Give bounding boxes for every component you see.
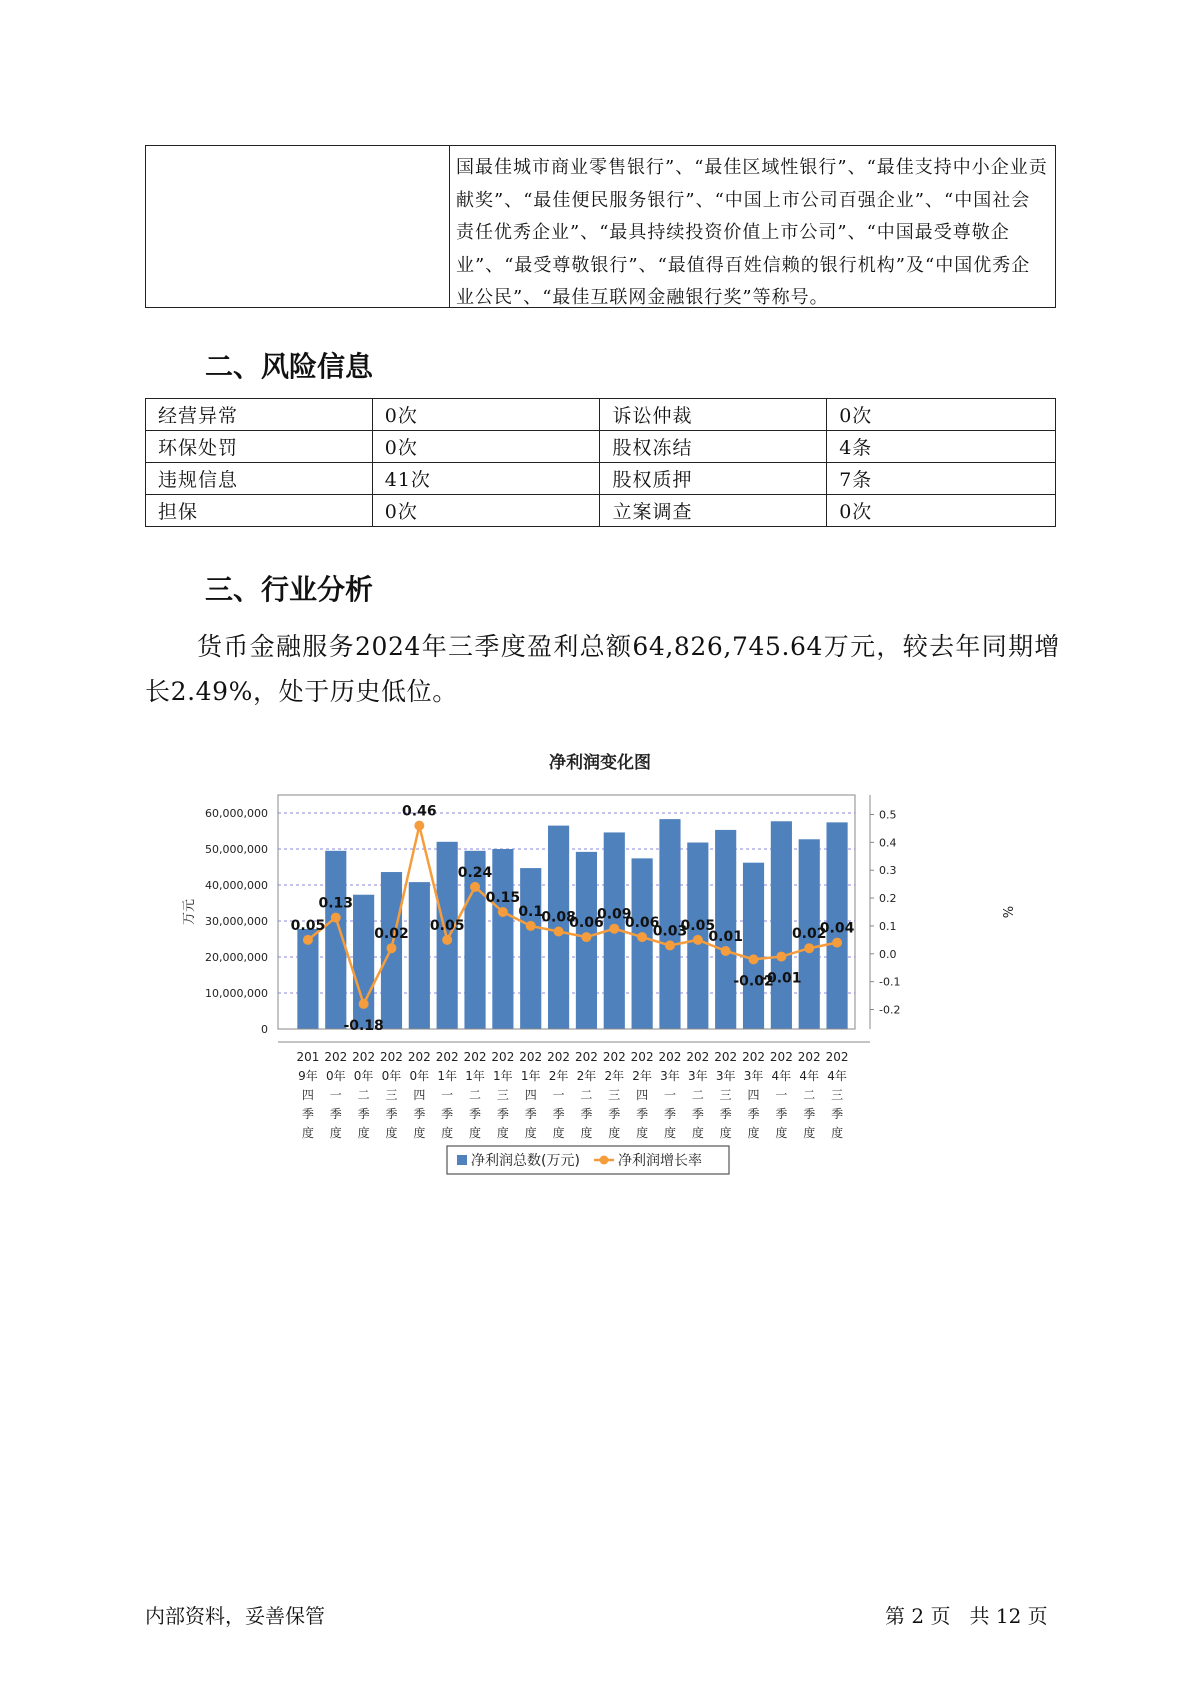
data-label: 0.03 (652, 923, 688, 940)
risk-label: 立案调查 (600, 495, 827, 527)
data-label: 0.04 (819, 920, 855, 937)
y-tick-label: 40,000,000 (205, 879, 268, 892)
x-tick-label: 202 3年二季度 (686, 1050, 710, 1140)
growth-rate-point (609, 924, 619, 934)
legend-swatch-point (600, 1156, 609, 1165)
x-tick-label: 202 0年四季度 (407, 1050, 431, 1140)
growth-rate-point (832, 938, 842, 948)
y-axis-label: 万元 (182, 898, 197, 926)
legend-label-line: 净利润增长率 (618, 1153, 702, 1169)
x-tick-label: 202 0年二季度 (352, 1050, 376, 1140)
data-label: 0.05 (429, 917, 465, 934)
table-row (146, 463, 1056, 495)
growth-rate-point (581, 932, 591, 942)
x-tick-label: 202 3年三季度 (714, 1050, 738, 1140)
y2-tick-label: -0.1 (879, 975, 901, 989)
y2-tick-label: 0.3 (879, 864, 897, 878)
growth-rate-point (749, 954, 759, 964)
y-tick-label: 0 (261, 1023, 268, 1036)
growth-rate-point (359, 999, 369, 1009)
chart-title: 净利润变化图 (549, 753, 651, 773)
bar (743, 863, 764, 1029)
footer-confidential-note: 内部资料，妥善保管 (145, 1604, 325, 1628)
growth-rate-point (442, 935, 452, 945)
y-tick-label: 20,000,000 (205, 951, 268, 964)
risk-value: 41次 (372, 463, 600, 495)
data-label: 0.13 (318, 895, 354, 912)
growth-rate-point (470, 882, 480, 892)
data-label: 0.09 (597, 906, 632, 923)
data-label: -0.02 (733, 973, 774, 990)
x-tick-label: 202 1年二季度 (463, 1050, 487, 1140)
risk-label: 诉讼仲裁 (600, 399, 827, 431)
bar (518, 868, 544, 1029)
risk-label: 担保 (146, 495, 373, 527)
y-tick-label: 10,000,000 (205, 987, 268, 1000)
data-label: 0.02 (374, 926, 409, 943)
growth-rate-point (414, 821, 424, 831)
risk-info-table (145, 398, 1056, 527)
industry-analysis-text: 货币金融服务2024年三季度盈利总额64,826,745.64万元，较去年同期增长2.49%，处于历史低位。 (145, 632, 1060, 706)
y-tick-label: 30,000,000 (205, 915, 268, 928)
x-tick-label: 202 2年三季度 (602, 1050, 626, 1140)
x-tick-label: 202 1年一季度 (435, 1050, 459, 1140)
growth-rate-point (386, 943, 396, 953)
growth-rate-point (303, 935, 313, 945)
growth-rate-point (665, 940, 675, 950)
data-label: 0.24 (457, 864, 493, 881)
awards-table (145, 145, 1056, 308)
growth-rate-point (804, 943, 814, 953)
x-tick-label: 202 2年四季度 (630, 1050, 654, 1140)
data-label: 0.46 (402, 803, 437, 820)
growth-rate-point (554, 927, 564, 937)
growth-rate-point (693, 935, 703, 945)
data-label: 0.1 (518, 903, 544, 920)
data-label: 0.15 (485, 890, 521, 906)
x-tick-label: 202 4年三季度 (825, 1050, 849, 1140)
x-tick-label: 202 2年二季度 (574, 1050, 598, 1140)
x-tick-label: 202 0年三季度 (380, 1050, 403, 1140)
x-tick-label: 202 2年一季度 (547, 1050, 571, 1140)
section-title-industry: 三、行业分析 (205, 573, 374, 606)
risk-value: 7条 (827, 463, 1056, 495)
y2-tick-label: 0.5 (879, 808, 897, 822)
growth-rate-point (637, 932, 647, 942)
growth-rate-point (526, 921, 536, 931)
risk-label: 环保处罚 (146, 431, 373, 463)
table-row (146, 495, 1056, 527)
risk-value: 0次 (827, 495, 1056, 527)
bar (492, 849, 513, 1029)
y-tick-label: 50,000,000 (205, 843, 268, 856)
footer-page-number: 第 2 页 共 12 页 (885, 1604, 1048, 1628)
data-label: 0.05 (680, 917, 716, 934)
section-title-risk: 二、风险信息 (205, 350, 374, 383)
x-tick-label: 201 9年四季度 (296, 1050, 320, 1140)
risk-value: 0次 (372, 495, 600, 527)
awards-table-label-cell (146, 146, 450, 307)
y2-tick-label: 0.1 (879, 919, 897, 933)
data-label: 0.08 (541, 909, 576, 926)
risk-label: 违规信息 (146, 463, 373, 495)
risk-value: 0次 (372, 431, 600, 463)
bar (632, 858, 653, 1029)
data-label: 0.05 (290, 917, 326, 934)
x-tick-label: 202 4年二季度 (797, 1050, 821, 1140)
x-tick-label: 202 1年四季度 (519, 1050, 543, 1140)
y2-tick-label: 0.2 (879, 892, 897, 906)
risk-label: 股权质押 (600, 463, 827, 495)
legend-label-bar: 净利润总数(万元) (471, 1153, 580, 1169)
x-tick-label: 202 3年一季度 (658, 1050, 682, 1140)
risk-value: 4条 (827, 431, 1056, 463)
data-label: 0.01 (708, 929, 743, 945)
risk-label: 股权冻结 (600, 431, 827, 463)
growth-rate-point (331, 913, 341, 923)
growth-rate-point (776, 952, 786, 962)
risk-value: 0次 (827, 399, 1056, 431)
awards-text: 国最佳城市商业零售银行”、“最佳区域性银行”、“最佳支持中小企业贡献奖”、“最佳便民服务银行”、“中国上市公司百强企业”、“中国社会责任优秀企业”、“最具持续投资价值上市公司”、“中国最受尊敬企业”、“最受尊敬银行”、“最值得百姓信赖的银行机构”及“中国优秀企业公民”、“最佳互联网金融银行奖”等称号。 (456, 157, 1048, 308)
y2-tick-label: 0.0 (879, 947, 897, 961)
y2-tick-label: -0.2 (879, 1003, 901, 1017)
y2-axis-label: % (999, 905, 1014, 919)
table-row (146, 399, 1056, 431)
risk-value: 0次 (372, 399, 600, 431)
data-label: 0.06 (569, 915, 604, 932)
y-tick-label: 60,000,000 (205, 807, 268, 820)
x-tick-label: 202 1年三季度 (491, 1050, 515, 1140)
risk-label: 经营异常 (146, 399, 373, 431)
growth-rate-point (721, 946, 731, 956)
data-label: -0.18 (343, 1017, 384, 1034)
legend-swatch-bar (457, 1155, 467, 1165)
bar (409, 882, 430, 1029)
x-tick-label: 202 3年四季度 (742, 1050, 765, 1140)
bar (771, 821, 792, 1029)
y2-tick-label: 0.4 (879, 836, 897, 850)
data-label: 0.06 (624, 915, 660, 932)
growth-rate-point (498, 907, 508, 917)
x-tick-label: 202 4年一季度 (769, 1050, 793, 1140)
net-profit-chart (175, 745, 1014, 1205)
data-label: -0.01 (761, 970, 802, 987)
data-label: 0.02 (791, 926, 827, 943)
table-row (146, 431, 1056, 463)
chart-svg (175, 745, 1014, 1205)
x-tick-label: 202 0年一季度 (324, 1050, 348, 1140)
